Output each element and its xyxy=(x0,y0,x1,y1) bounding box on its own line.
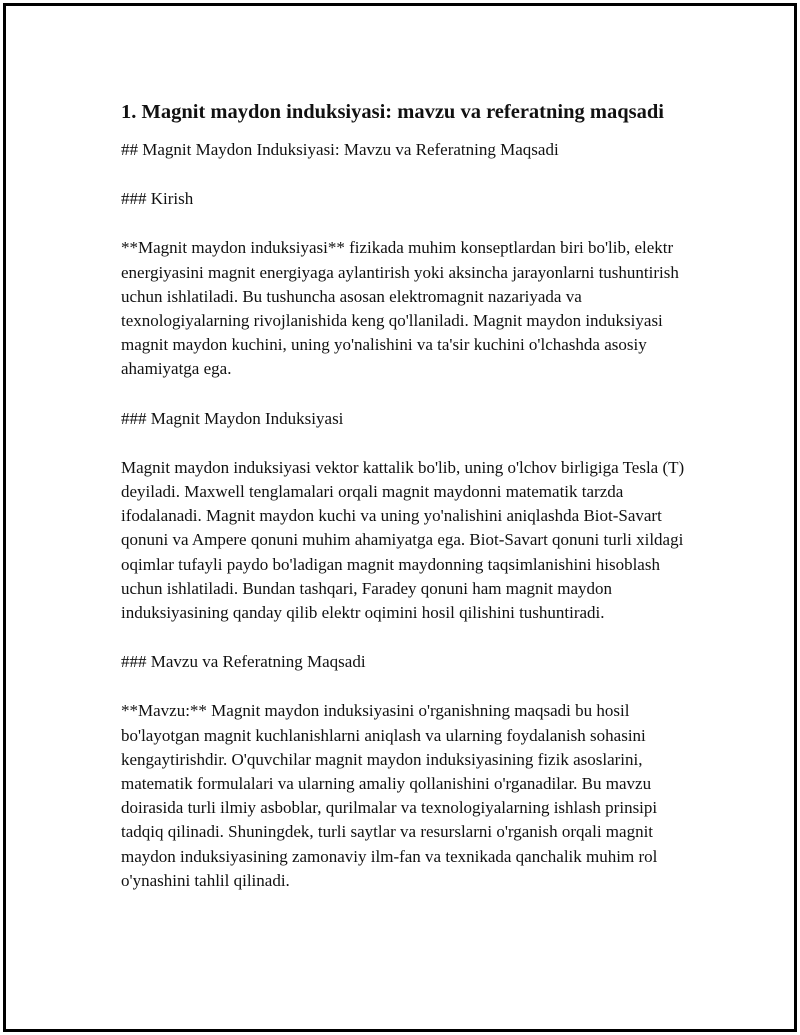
heading-h3-goal: ### Mavzu va Referatning Maqsadi xyxy=(121,652,366,672)
paragraph-goal: **Mavzu:** Magnit maydon induksiyasini o'rganishning maqsadi bu hosil bo'layotgan magnit kuchlanishlarni aniqlash va ularning foydalanish sohasini kengaytirishdir. O'quvchilar magnit maydon induksiyasining fizik asoslarini, matematik formulalari va ularning amaliy qollanishini o'rganadilar. Bu mavzu doirasida turli ilmiy asboblar, qurilmalar va texnologiyalarning ishlash prinsipi tadqiq qilinadi. Shuningdek, turli saytlar va resurslarni o'rganish orqali magnit maydon induksiyasining zamonaviy ilm-fan va texnikada qanchalik muhim rol o'ynashini tahlil qilinadi. xyxy=(121,701,658,890)
page-frame xyxy=(3,3,797,1032)
paragraph-intro: **Magnit maydon induksiyasi** fizikada muhim konseptlardan biri bo'lib, elektr energiyasini magnit energiyaga aylantirish yoki aksincha jarayonlarni tushuntirish uchun ishlatiladi. Bu tushuncha asosan elektromagnit nazariyada va texnologiyalarning rivojlanishida keng qo'llaniladi. Magnit maydon induksiyasi magnit maydon kuchini, uning yo'nalishini va ta'sir kuchini o'lchashda asosiy ahamiyatga ega. xyxy=(121,238,679,379)
heading-h3-intro: ### Kirish xyxy=(121,189,194,209)
paragraph-induction: Magnit maydon induksiyasi vektor kattalik bo'lib, uning o'lchov birligiga Tesla (T) deyiladi. Maxwell tenglamalari orqali magnit maydonni matematik tarzda ifodalanadi. Magnit maydon kuchi va uning yo'nalishini aniqlashda Biot-Savart qonuni va Ampere qonuni muhim ahamiyatga ega. Biot-Savart qonuni turli xildagi oqimlar tufayli paydo bo'ladigan magnit maydonning taqsimlanishini hisoblash uchun ishlatiladi. Bundan tashqari, Faradey qonuni ham magnit maydon induksiyasining qanday qilib elektr oqimini hosil qilishini tushuntiradi. xyxy=(121,457,685,623)
heading-h2-markdown: ## Magnit Maydon Induksiyasi: Mavzu va Referatning Maqsadi xyxy=(121,140,559,159)
heading-h3-induction: ### Magnit Maydon Induksiyasi xyxy=(121,408,344,428)
document-title: 1. Magnit maydon induksiyasi: mavzu va referatning maqsadi xyxy=(121,101,664,123)
document-body xyxy=(121,98,696,893)
